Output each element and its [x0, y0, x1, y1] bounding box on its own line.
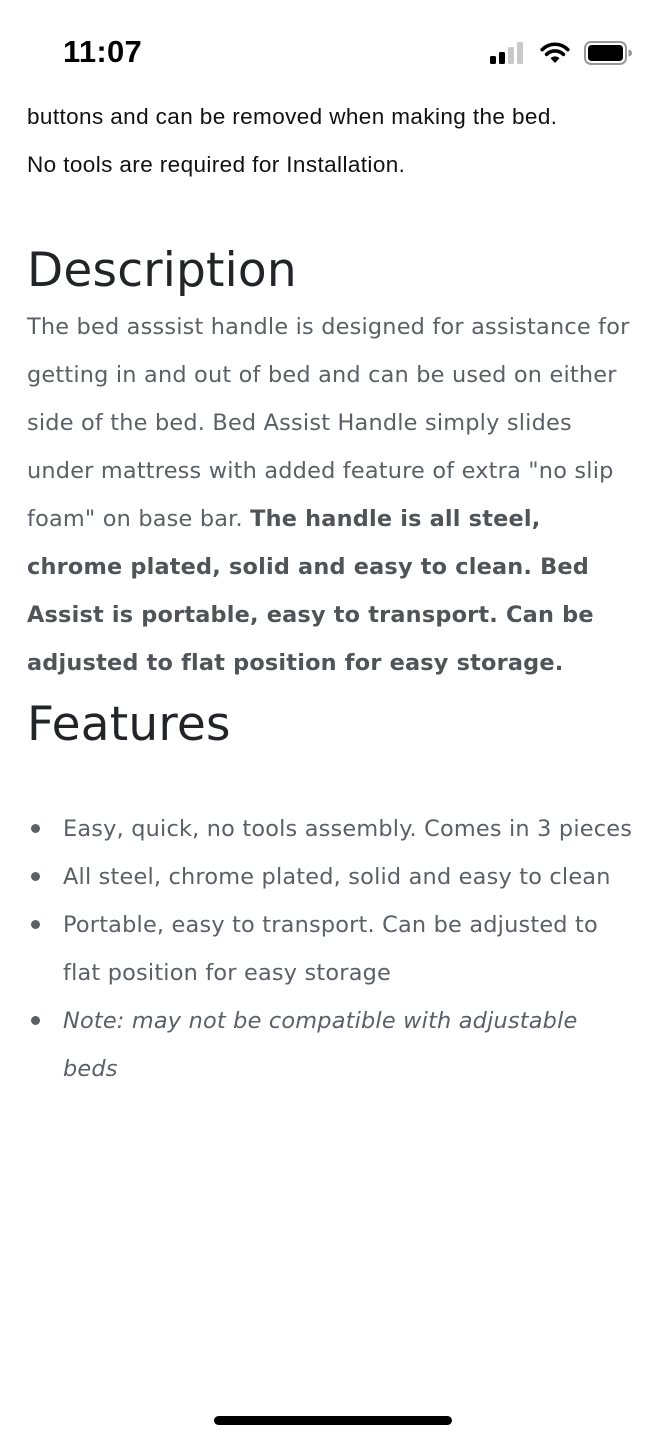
description-body: [27, 303, 639, 687]
home-indicator[interactable]: [214, 1416, 452, 1425]
features-heading: Features: [27, 697, 231, 752]
wifi-icon: [539, 41, 571, 65]
bullet-icon: [31, 824, 40, 833]
bullet-icon: [31, 1016, 40, 1025]
description-text: The bed asssist handle is designed for assistance for getting in and out of bed and can be used on either side of the bed. Bed Assist Handle simply slides under mattress with added feature of extra "no slip foam" on base bar.: [27, 314, 630, 532]
product-content: [27, 93, 639, 1093]
cellular-signal-icon: [490, 41, 526, 65]
intro-line: No tools are required for Installation.: [27, 152, 406, 177]
status-icons: [490, 39, 632, 67]
feature-item: [27, 901, 639, 997]
bullet-icon: [31, 920, 40, 929]
bullet-icon: [31, 872, 40, 881]
feature-text: Portable, easy to transport. Can be adjusted to flat position for easy storage: [63, 912, 598, 986]
feature-text: Note: may not be compatible with adjustable beds: [63, 1008, 578, 1082]
feature-text: Easy, quick, no tools assembly. Comes in 3 pieces: [63, 816, 633, 842]
intro-line: buttons and can be removed when making the bed.: [27, 104, 558, 129]
description-heading: Description: [27, 243, 297, 298]
status-bar: [0, 0, 665, 100]
status-time: 11:07: [63, 34, 143, 69]
description-bold-text: The handle is all steel, chrome plated, solid and easy to clean. Bed Assist is portable, easy to transport. Can be adjusted to flat position for easy storage.: [27, 506, 594, 676]
features-list: [27, 805, 639, 1093]
feature-item-note: [27, 997, 639, 1093]
feature-item: [27, 805, 639, 853]
battery-icon: [584, 41, 632, 65]
feature-item: [27, 853, 639, 901]
feature-text: All steel, chrome plated, solid and easy to clean: [63, 864, 611, 890]
